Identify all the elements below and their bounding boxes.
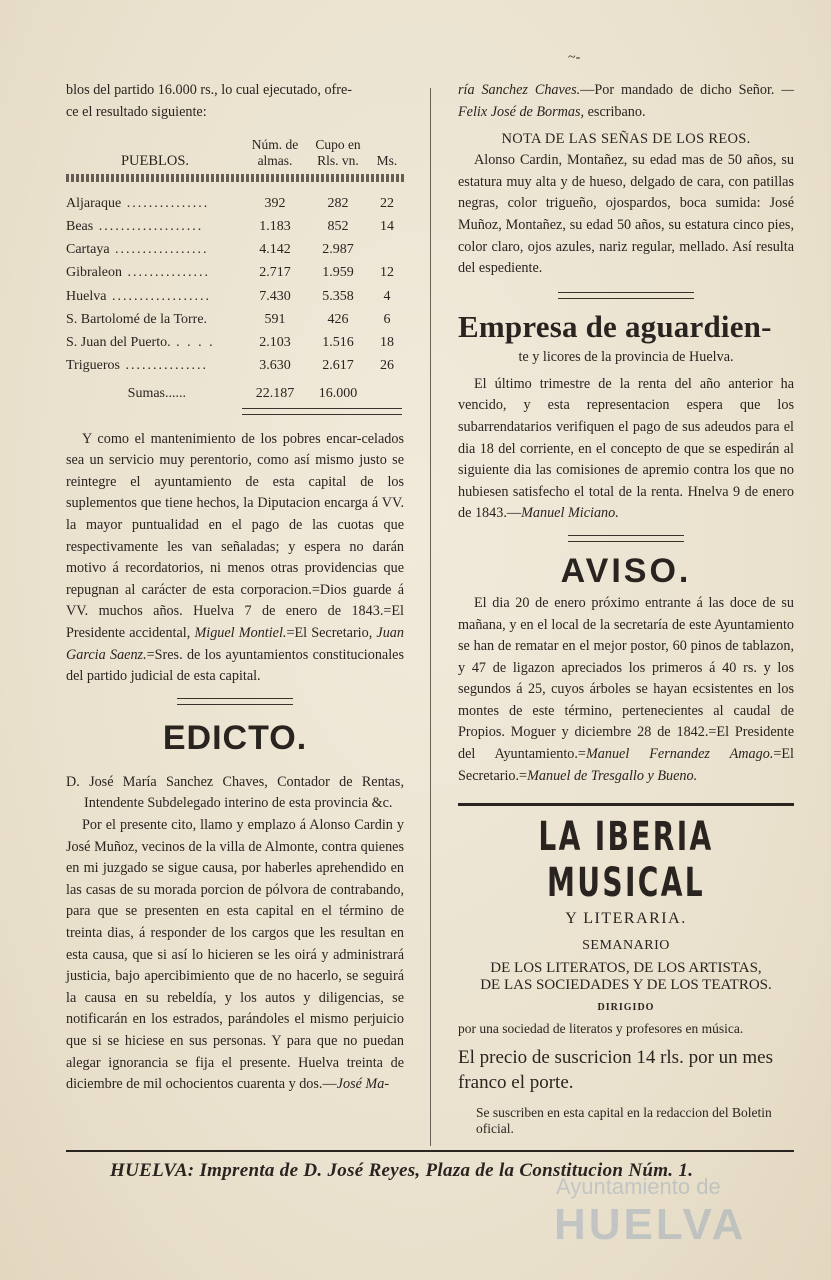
edicto-title: EDICTO. bbox=[162, 718, 308, 757]
leader-dots: .................. bbox=[106, 288, 211, 304]
aviso-signature-2: Manuel de Tresgallo y Bueno. bbox=[527, 767, 698, 784]
literatos-line-2: DE LAS SOCIEDADES Y DE LOS TEATROS. bbox=[480, 977, 772, 994]
continued-signature bbox=[458, 80, 794, 123]
empresa-signature: Manuel Miciano. bbox=[521, 505, 619, 522]
iberia-subtitle: Y LITERARIA. bbox=[565, 910, 687, 928]
double-rule bbox=[558, 292, 694, 299]
pueblo-name: S. Bartolomé de la Torre. bbox=[66, 311, 208, 327]
leader-dots: ............... bbox=[119, 358, 208, 374]
wavy-rule bbox=[66, 174, 404, 182]
intro-line-1: blos del partido 16.000 rs., lo cual ejecutado, ofre- bbox=[66, 82, 353, 98]
pueblo-name: Cartaya ................. bbox=[66, 242, 209, 258]
almas-value: 2.717 bbox=[259, 265, 291, 281]
watermark-line-2: HUELVA bbox=[554, 1200, 747, 1249]
almas-value: 7.430 bbox=[259, 288, 291, 304]
ms-value: 6 bbox=[383, 311, 391, 327]
ayuntamiento-watermark bbox=[440, 1160, 770, 1260]
table-row bbox=[66, 285, 404, 308]
rls-value: 5.358 bbox=[322, 288, 354, 304]
diputacion-paragraph bbox=[66, 429, 404, 688]
table-row bbox=[66, 331, 404, 354]
pueblo-name: Aljaraque ............... bbox=[66, 195, 210, 211]
empresa-body bbox=[458, 374, 794, 525]
watermark-line-1: Ayuntamiento de bbox=[556, 1174, 721, 1199]
double-rule bbox=[568, 535, 684, 542]
leader-dots: ................. bbox=[109, 242, 209, 258]
rls-value: 2.617 bbox=[322, 358, 354, 374]
table-row bbox=[66, 262, 404, 285]
table-row bbox=[66, 355, 404, 378]
table-row bbox=[66, 192, 404, 215]
double-rule bbox=[177, 698, 293, 705]
sanchez-signature: ría Sanchez Chaves. bbox=[458, 82, 581, 98]
signature-garcia: Juan Garcia Saenz. bbox=[66, 625, 404, 663]
header-pueblos: PUEBLOS. bbox=[120, 153, 190, 170]
rls-value: 282 bbox=[327, 195, 349, 211]
ms-value: 14 bbox=[380, 218, 394, 234]
header-cupo-en: Cupo en bbox=[315, 137, 361, 153]
almas-value: 2.103 bbox=[259, 334, 291, 350]
edicto-intro: D. José María Sanchez Chaves, Contador de Rentas, Intendente Subdelegado interino de esta provincia &c. bbox=[66, 773, 404, 812]
suscriben-line: Se suscriben en esta capital en la redaccion del Boletin oficial. bbox=[476, 1105, 772, 1137]
edicto-signature: José Ma- bbox=[336, 1076, 390, 1093]
rls-value: 1.516 bbox=[322, 334, 354, 350]
empresa-subtitle: te y licores de la provincia de Huelva. bbox=[518, 348, 734, 365]
para-text-c: =Sres. de los ayuntamientos constitucionales del partido judicial de esta capital. bbox=[66, 646, 404, 685]
cont-text: —Por mandado de dicho Señor. bbox=[580, 82, 775, 98]
sumas-label: Sumas...... bbox=[127, 385, 186, 401]
sumas-row bbox=[66, 386, 404, 402]
header-almas: almas. bbox=[257, 153, 293, 169]
cont-text-b: escribano. bbox=[584, 103, 646, 120]
empresa-title: Empresa de aguardien- bbox=[458, 308, 772, 344]
double-rule bbox=[242, 408, 402, 415]
right-column bbox=[458, 80, 794, 1137]
almas-value: 392 bbox=[264, 195, 286, 211]
ms-value: 18 bbox=[380, 334, 394, 350]
header-num-de: Núm. de bbox=[251, 137, 299, 153]
left-column bbox=[66, 80, 404, 1096]
aviso-body bbox=[458, 593, 794, 787]
sociedad-line: por una sociedad de literatos y profesores en música. bbox=[458, 1021, 744, 1037]
leader-dots: . . . . bbox=[170, 334, 215, 350]
pueblo-name: Beas ................... bbox=[66, 218, 204, 234]
pueblos-table bbox=[66, 192, 404, 378]
rls-value: 852 bbox=[327, 218, 349, 234]
ms-value: 12 bbox=[380, 265, 394, 281]
precio-line: El precio de suscricion 14 rls. por un mes franco el porte. bbox=[458, 1047, 774, 1094]
thick-rule bbox=[458, 803, 794, 806]
rls-value: 2.987 bbox=[322, 242, 354, 258]
ms-value bbox=[370, 239, 404, 262]
almas-value: 4.142 bbox=[259, 242, 291, 258]
edicto-body bbox=[66, 815, 404, 1096]
edicto-text: Por el presente cito, llamo y emplazo á Alonso Cardin y José Muñoz, vecinos de la villa de Almonte, contra quienes en mi juzgado se sigue causa, por haberles aprehendido en las casas de su morada porcion de pólvora de contrabando, para que se presenten en esta capital en el término de treinta dias, á responder de los cargos que les resultan en esta causa, que si así lo hicieren se les oirá y administrará justicia, bajo apercibimiento que de no hacerlo, se seguirá la causa en su rebeldía, y los autos y diligencias, se notificarán en los estrados, parándoles el mismo perjuicio que si se hiciese en sus personas. Y para que no puedan alegar ignorancia se fija el presente. Huelva treinta de diciembre de mil ochocientos cuarenta y dos.— bbox=[66, 817, 404, 1093]
bormas-signature: —Felix José de Bormas, bbox=[458, 82, 794, 120]
ms-value: 26 bbox=[380, 358, 394, 374]
ms-value: 22 bbox=[380, 195, 394, 211]
dirigido-label: DIRIGIDO bbox=[597, 1002, 655, 1014]
para-text-b: =El Secretario, bbox=[286, 625, 377, 642]
table-row bbox=[66, 308, 404, 331]
aviso-title: AVISO. bbox=[560, 551, 692, 590]
almas-value: 3.630 bbox=[259, 358, 291, 374]
aviso-mid: =El Secretario.= bbox=[458, 746, 794, 784]
nota-title: NOTA DE LAS SEÑAS DE LOS REOS. bbox=[501, 131, 751, 148]
imprenta-footer: HUELVA: Imprenta de D. José Reyes, Plaza de la Constitucion Núm. 1. bbox=[110, 1160, 694, 1181]
top-mark: ~- bbox=[568, 50, 581, 65]
semanario-label: SEMANARIO bbox=[582, 938, 670, 954]
pueblo-name: Huelva .................. bbox=[66, 288, 211, 304]
footer-rule bbox=[66, 1150, 794, 1152]
rls-value: 426 bbox=[327, 311, 349, 327]
empresa-text: El último trimestre de la renta del año anterior ha vencido, y esta representacion espera que los subarrendatarios verifiquen el pago de sus adeudos para el dia 18 del corriente, en el concepto de que se espedirán al siguiente dia las comisiones de apremio contra los que no hubiesen satisfecho el total de la renta. Hnelva 9 de enero de 1843.— bbox=[458, 375, 794, 522]
leader-dots: ............... bbox=[121, 195, 210, 211]
para-text-a: Y como el mantenimiento de los pobres encar-celados sea un servicio muy perentorio, como así mismo justo se reintegre el ayuntamiento de esta capital de los suplementos que tiene hechos, la Diputacion encarga á VV. la mayor puntualidad en el pago de las cuotas que respectivamente les van señaladas; y espera no darán motivo á recordatorios, ni menos otras providencias que repugnan al carácter de esta corporacion.=Dios guarde á VV. muchos años. Huelva 7 de enero de 1843.=El Presidente accidental, bbox=[66, 430, 404, 642]
pueblo-name: Gibraleon ............... bbox=[66, 265, 210, 281]
almas-value: 1.183 bbox=[259, 218, 291, 234]
pueblo-name: S. Juan del Puerto. . . . . bbox=[66, 334, 215, 350]
signature-montiel: Miguel Montiel. bbox=[194, 625, 287, 642]
column-divider bbox=[430, 88, 431, 1146]
sumas-almas: 22.187 bbox=[255, 385, 295, 401]
aviso-text: El dia 20 de enero próximo entrante á las doce de su mañana, y en el local de la secretaría de este Ayuntamiento se han de rematar en el mejor postor, 60 pinos de tablazon, y 47 de ligazon apreciados los primeros á 40 rs. y los segundos á 25, cuyos árboles se hayan ecsistentes en los montes de este término, pertenecientes al caudal de Propios. Moguer y diciembre 28 de 1842.=El Presidente del Ayuntamiento.= bbox=[458, 594, 794, 763]
iberia-title: LA IBERIA MUSICAL bbox=[538, 814, 714, 907]
sumas-rls: 16.000 bbox=[318, 385, 358, 401]
literatos-line-1: DE LOS LITERATOS, DE LOS ARTISTAS, bbox=[490, 960, 762, 977]
header-ms: Ms. bbox=[376, 153, 398, 169]
table-header bbox=[66, 137, 404, 170]
aviso-signature-1: Manuel Fernandez Amago. bbox=[585, 746, 774, 763]
intro-line-2: ce el resultado siguiente: bbox=[66, 103, 207, 120]
nota-body: Alonso Cardin, Montañez, su edad mas de 50 años, su estatura muy alta y de hueso, delgado de cara, con patillas negras, color trigueño, ojospardos, boca sumida: José Muñoz, Montañez, su edad 50 años, su estatura cinco pies, color claro, ojos azules, nariz regular, mellado. Así resulta del espediente. bbox=[458, 152, 794, 277]
table-row bbox=[66, 215, 404, 238]
header-rls: Rls. vn. bbox=[317, 153, 359, 169]
table-row bbox=[66, 239, 404, 262]
ms-value: 4 bbox=[383, 288, 391, 304]
pueblo-name: Trigueros ............... bbox=[66, 358, 208, 374]
leader-dots: ............... bbox=[121, 265, 210, 281]
leader-dots: ................... bbox=[93, 218, 204, 234]
rls-value: 1.959 bbox=[322, 265, 354, 281]
almas-value: 591 bbox=[264, 311, 286, 327]
